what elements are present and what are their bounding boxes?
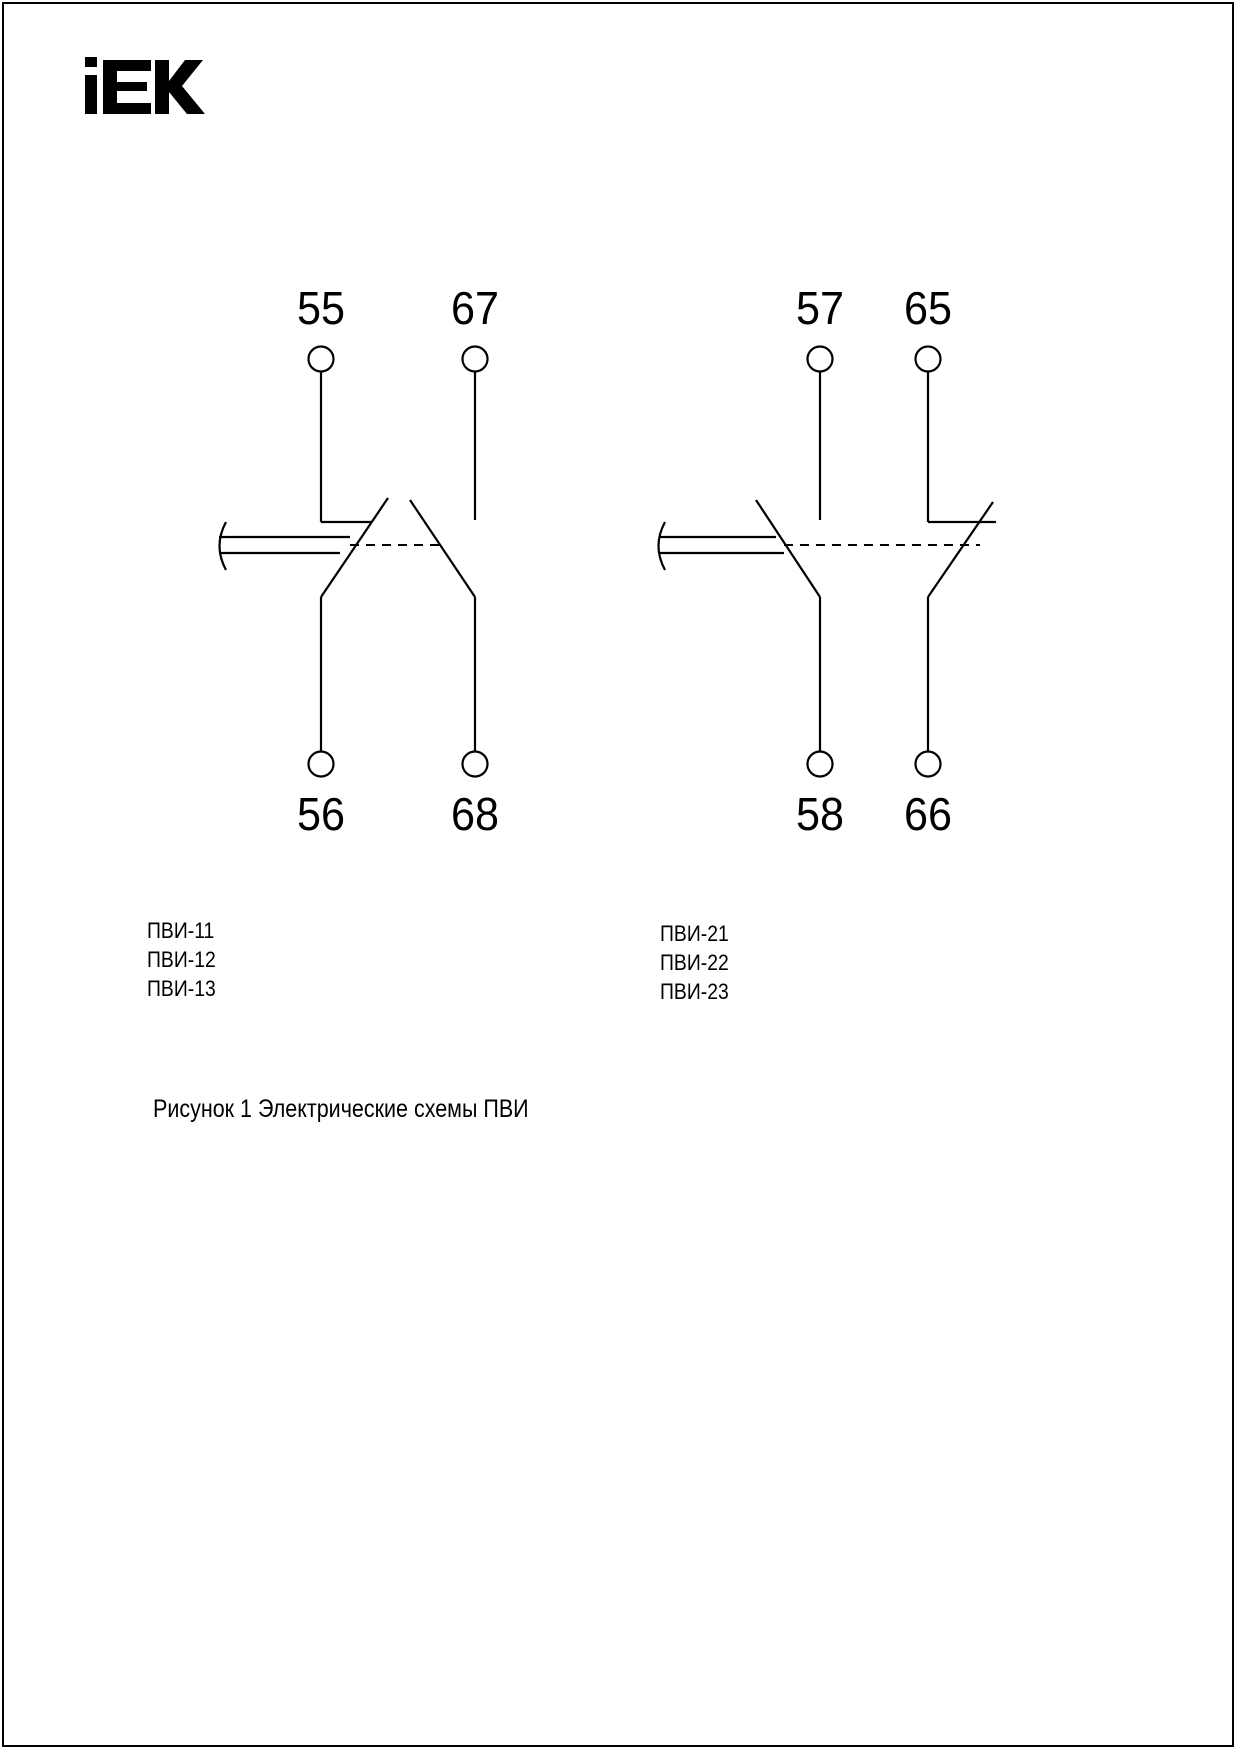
terminal-label-57: 57 [796, 282, 844, 334]
model-label: ПВИ-21 [660, 921, 729, 946]
model-list-1 [147, 916, 225, 1003]
scheme-2 [659, 282, 997, 840]
nc-blade-65-66 [928, 502, 993, 597]
terminal-56 [309, 752, 334, 777]
no-blade-57-58 [756, 500, 820, 597]
terminal-label-55: 55 [297, 282, 345, 334]
model-label: ПВИ-12 [147, 947, 216, 972]
figure-caption: Рисунок 1 Электрические схемы ПВИ [153, 1095, 529, 1123]
terminal-label-67: 67 [451, 282, 499, 334]
terminal-58 [808, 752, 833, 777]
model-label: ПВИ-23 [660, 979, 729, 1004]
model-label: ПВИ-11 [147, 918, 215, 943]
terminal-label-56: 56 [297, 788, 345, 840]
terminal-label-65: 65 [904, 282, 952, 334]
model-list-2 [660, 919, 738, 1006]
terminal-label-68: 68 [451, 788, 499, 840]
actuator-bracket [659, 522, 666, 570]
terminal-57 [808, 347, 833, 372]
no-blade-67-68 [410, 500, 475, 597]
terminal-65 [916, 347, 941, 372]
model-label: ПВИ-13 [147, 976, 216, 1001]
model-label: ПВИ-22 [660, 950, 729, 975]
scheme-1 [219, 282, 499, 840]
terminal-55 [309, 347, 334, 372]
terminal-66 [916, 752, 941, 777]
terminal-label-58: 58 [796, 788, 844, 840]
terminal-68 [463, 752, 488, 777]
actuator-bracket [220, 522, 227, 570]
terminal-label-66: 66 [904, 788, 952, 840]
terminal-67 [463, 347, 488, 372]
nc-blade-55-56 [321, 498, 388, 597]
